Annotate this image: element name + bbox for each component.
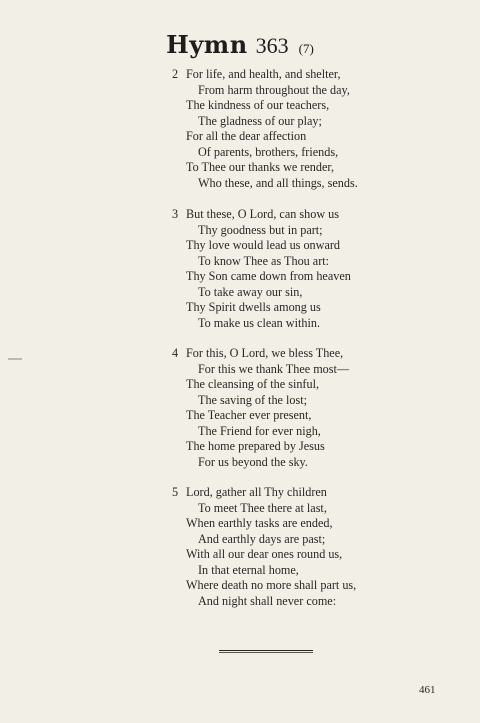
hymn-title-word: Hymn [166, 30, 248, 59]
verse-line: To meet Thee there at last, [198, 500, 327, 515]
stanza-number: 3 [172, 207, 179, 221]
hymn-tune-number: (7) [298, 41, 314, 56]
verse-line: The Teacher ever present, [186, 408, 312, 422]
verse-line: To take away our sin, [198, 284, 303, 299]
verse-line: And night shall never come: [198, 593, 337, 608]
verse-line: For all the dear affection [186, 129, 307, 143]
verse-line: For us beyond the sky. [198, 454, 308, 469]
stanza-5 [172, 485, 472, 609]
verse-line: To Thee our thanks we render, [186, 160, 335, 174]
verse-line: The gladness of our play; [198, 113, 322, 128]
verse-line: For this, O Lord, we bless Thee, [186, 346, 344, 360]
verse-line: The cleansing of the sinful, [186, 377, 320, 391]
verse-line: To know Thee as Thou art: [198, 253, 330, 268]
verse-line: Thy Son came down from heaven [186, 269, 351, 283]
verse-line: The home prepared by Jesus [186, 439, 325, 453]
verse-line: In that eternal home, [198, 562, 299, 577]
margin-mark [8, 358, 22, 360]
verse-line: With all our dear ones round us, [186, 547, 343, 561]
verse-line: But these, O Lord, can show us [186, 207, 339, 221]
verse-line: When earthly tasks are ended, [186, 516, 333, 530]
verse-line: Thy goodness but in part; [198, 222, 323, 237]
stanza-3 [172, 207, 472, 331]
verse-line: Who these, and all things, sends. [198, 175, 358, 190]
stanza-number: 5 [172, 485, 179, 499]
verse-line: Of parents, brothers, friends, [198, 144, 339, 159]
end-rule [219, 650, 313, 651]
verse-line: For this we thank Thee most— [198, 361, 350, 376]
stanza-number: 4 [172, 346, 179, 360]
verse-line: Where death no more shall part us, [186, 578, 357, 592]
hymn-number: 363 [255, 33, 289, 58]
stanza-2 [172, 67, 472, 191]
verse-line: For life, and health, and shelter, [186, 67, 341, 81]
verse-line: To make us clean within. [198, 315, 321, 330]
stanza-4 [172, 346, 472, 470]
stanza-number: 2 [172, 67, 179, 81]
verse-line: Lord, gather all Thy children [186, 485, 327, 499]
verse-line: From harm throughout the day, [198, 82, 350, 97]
hymn-header [0, 30, 480, 59]
page-number: 461 [419, 684, 436, 696]
verse-line: And earthly days are past; [198, 531, 326, 546]
verse-line: The Friend for ever nigh, [198, 423, 321, 438]
verse-line: Thy Spirit dwells among us [186, 300, 321, 314]
verse-line: Thy love would lead us onward [186, 238, 341, 252]
end-rule-lower [219, 652, 313, 653]
verse-line: The kindness of our teachers, [186, 98, 330, 112]
verse-line: The saving of the lost; [198, 392, 307, 407]
